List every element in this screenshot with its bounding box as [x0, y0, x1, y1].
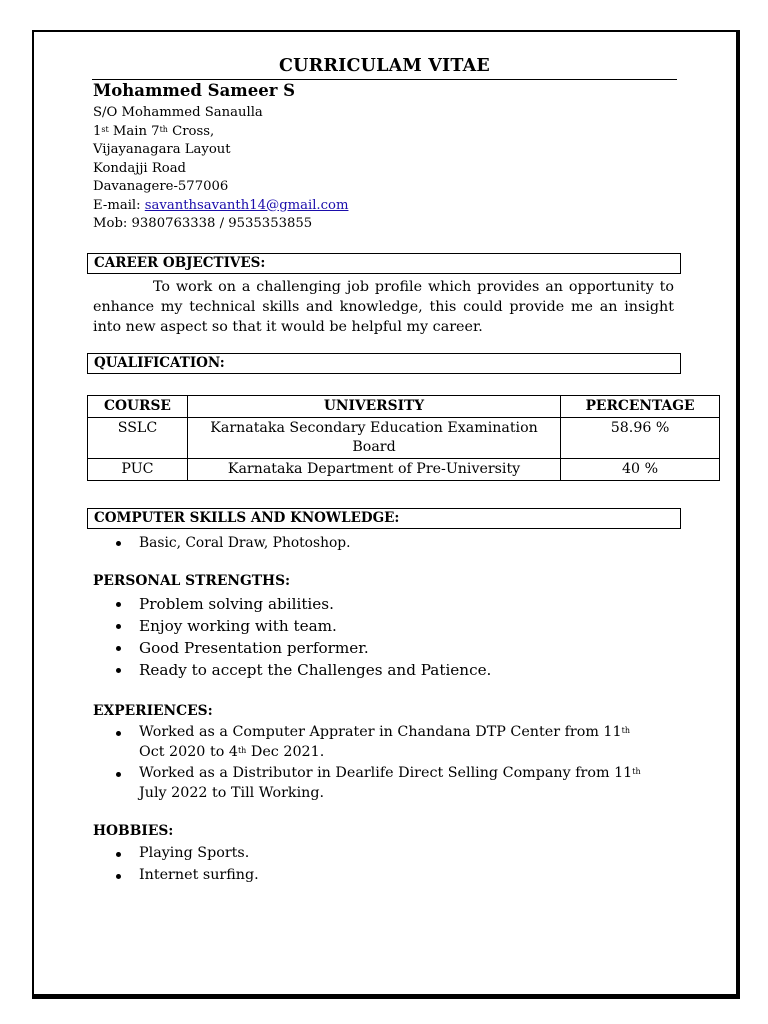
list-item: Worked as a Computer Apprater in Chandana DTP Center from 11th Oct 2020 to 4th Dec 2021.: [110, 723, 641, 762]
list-item: Problem solving abilities.: [110, 593, 491, 615]
table-row: [88, 459, 720, 481]
cell-course: PUC: [88, 459, 188, 481]
title-divider: [92, 79, 677, 80]
email-line: [93, 197, 348, 216]
cell-percentage: 40 %: [561, 459, 720, 481]
list-item: Basic, Coral Draw, Photoshop.: [110, 533, 350, 553]
computer-skills-heading: COMPUTER SKILLS AND KNOWLEDGE:: [87, 508, 681, 529]
qualification-heading: QUALIFICATION:: [87, 353, 681, 374]
experiences-heading: EXPERIENCES:: [93, 703, 213, 719]
column-header-university: UNIVERSITY: [187, 396, 560, 418]
email-link[interactable]: savanthsavanth14@gmail.com: [144, 197, 349, 213]
career-objectives-heading: CAREER OBJECTIVES:: [87, 253, 681, 274]
address-line: Davanagere-577006: [93, 179, 229, 194]
address-line: Kondajji Road: [93, 160, 186, 176]
cell-percentage: 58.96 %: [561, 418, 720, 459]
qualification-table: [87, 395, 720, 481]
list-item: Ready to accept the Challenges and Patience.: [110, 659, 491, 681]
address-line: Vijayanagara Layout: [93, 142, 231, 157]
mobile-line: Mob: 9380763338 / 9535353855: [93, 216, 313, 231]
contact-block: [93, 104, 348, 234]
career-objectives-text: To work on a challenging job profile which provides an opportunity to enhance my technical skills and knowledge, this could provide me an insight into new aspect so that it would be helpful my career.: [93, 279, 674, 335]
personal-strengths-heading: PERSONAL STRENGTHS:: [93, 573, 291, 589]
strengths-list: [110, 593, 491, 681]
address-line: 1st Main 7th Cross,: [93, 123, 215, 139]
cell-course: SSLC: [88, 418, 188, 459]
table-header-row: [88, 396, 720, 418]
hobbies-heading: HOBBIES:: [93, 823, 174, 839]
document-title: CURRICULAM VITAE: [279, 56, 490, 76]
list-item: Worked as a Distributor in Dearlife Direct Selling Company from 11th July 2022 to Till Working.: [110, 764, 641, 803]
column-header-percentage: PERCENTAGE: [561, 396, 720, 418]
hobbies-list: [110, 844, 259, 887]
address-line: S/O Mohammed Sanaulla: [93, 105, 263, 120]
column-header-course: COURSE: [88, 396, 188, 418]
list-item: Good Presentation performer.: [110, 637, 491, 659]
list-item: Enjoy working with team.: [110, 615, 491, 637]
email-label: E-mail:: [93, 197, 145, 213]
list-item: Internet surfing.: [110, 866, 259, 886]
cell-university: Karnataka Department of Pre-University: [187, 459, 560, 481]
table-row: [88, 418, 720, 459]
skills-list: [110, 533, 350, 553]
cell-university: Karnataka Secondary Education Examination Board: [187, 418, 560, 459]
experiences-list: [110, 723, 641, 805]
candidate-name: Mohammed Sameer S: [93, 81, 296, 100]
list-item: Playing Sports.: [110, 844, 259, 864]
